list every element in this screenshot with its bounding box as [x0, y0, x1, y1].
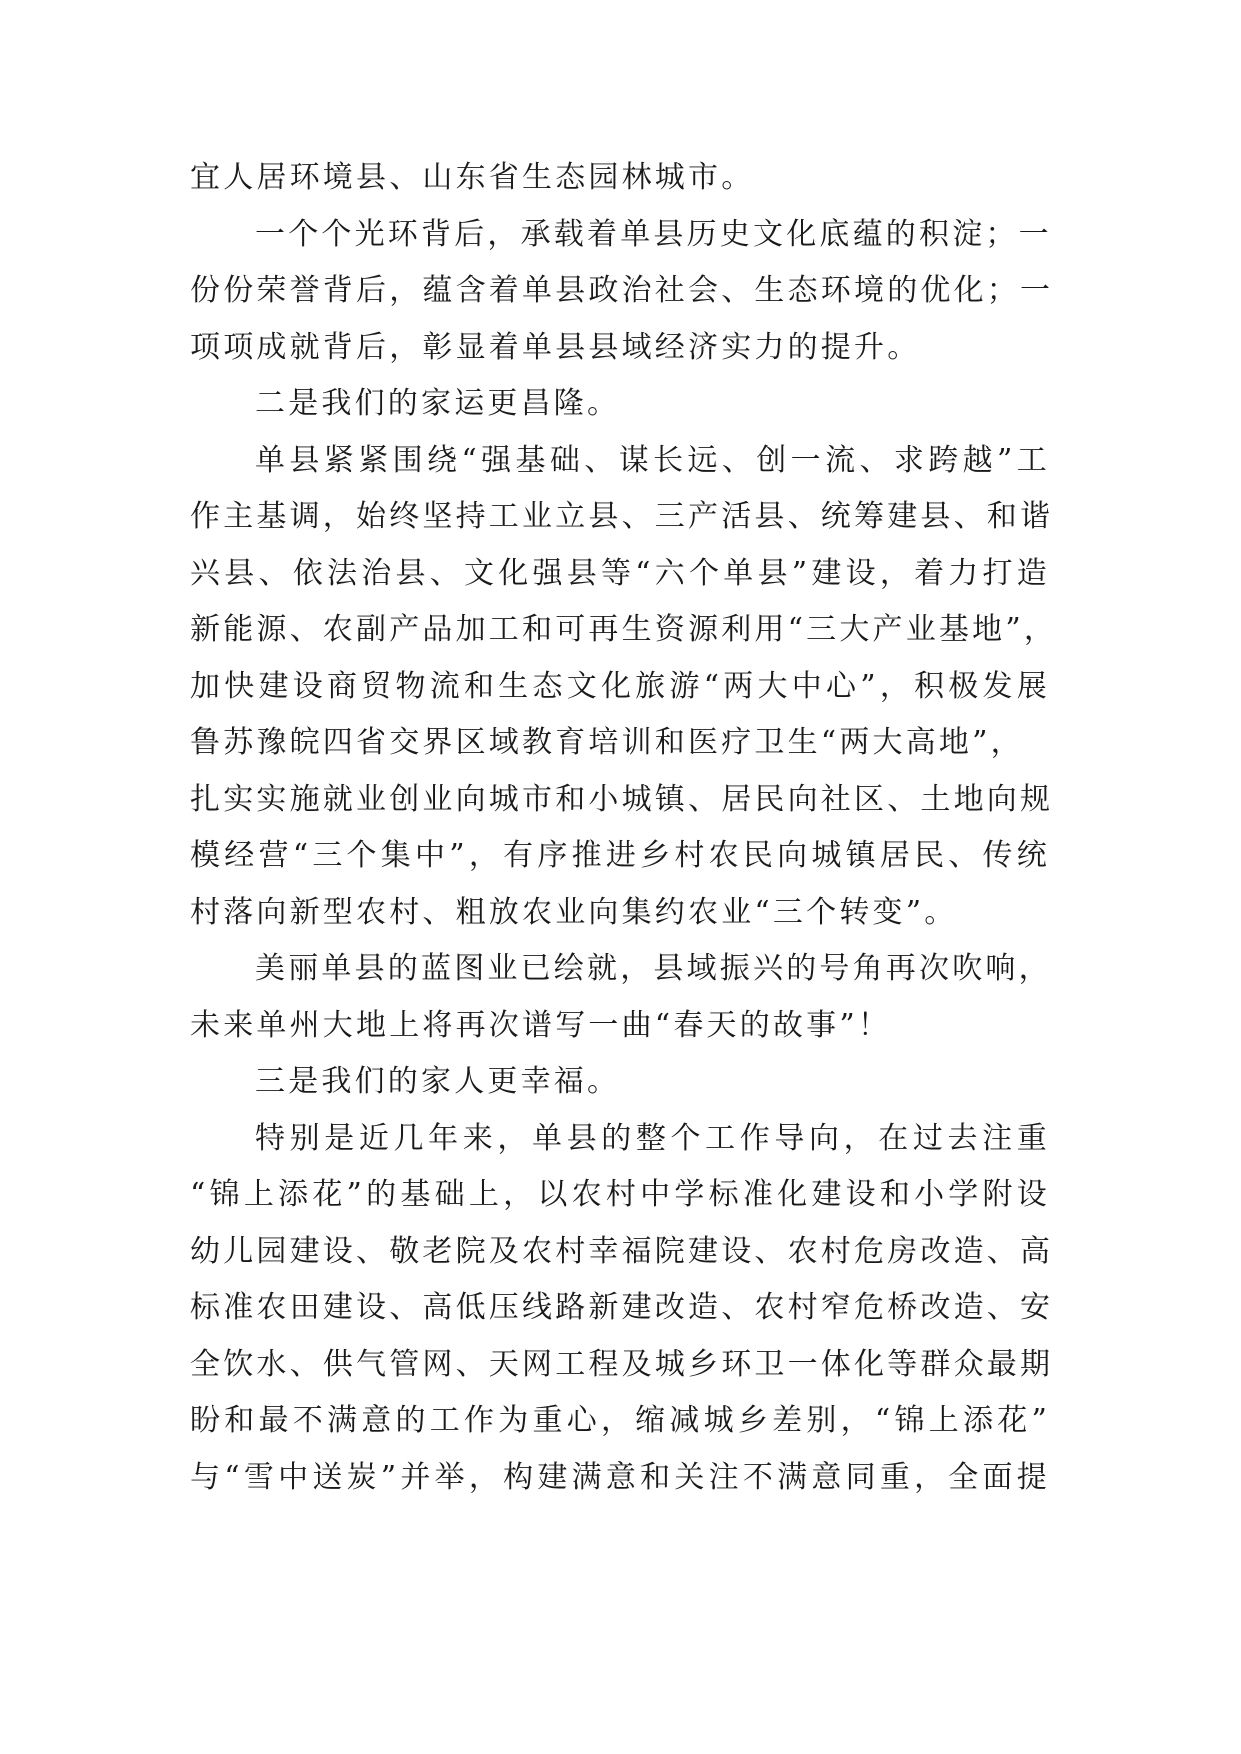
text-line: 作主基调，始终坚持工业立县、三产活县、统筹建县、和谐	[190, 499, 1054, 534]
text-line: 宜人居环境县、山东省生态园林城市。	[190, 160, 755, 195]
text-line: 美丽单县的蓝图业已绘就，县域振兴的号角再次吹响，	[255, 951, 1052, 986]
section-heading: 三是我们的家人更幸福。	[255, 1064, 621, 1099]
text-line: 新能源、农副产品加工和可再生资源利用“三大产业基地”，	[190, 612, 1058, 647]
text-line: 鲁苏豫皖四省交界区域教育培训和医疗卫生“两大高地”，	[190, 725, 1024, 760]
text-line: 份份荣誉背后，蕴含着单县政治社会、生态环境的优化；一	[190, 273, 1054, 308]
text-line: 盼和最不满意的工作为重心，缩减城乡差别，“锦上添花”	[190, 1403, 1050, 1438]
text-line: 模经营“三个集中”，有序推进乡村农民向城镇居民、传统	[190, 838, 1050, 873]
text-line: 项项成就背后，彰显着单县县域经济实力的提升。	[190, 329, 921, 365]
document-body	[190, 150, 1058, 1506]
text-line: 幼儿园建设、敬老院及农村幸福院建设、农村危房改造、高	[190, 1233, 1054, 1269]
text-line: 单县紧紧围绕“强基础、谋长远、创一流、求跨越”工	[255, 442, 1050, 478]
text-line: “锦上添花”的基础上，以农村中学标准化建设和小学附设	[190, 1177, 1050, 1212]
text-line: 未来单州大地上将再次谱写一曲“春天的故事”！	[190, 1007, 892, 1043]
text-line: 与“雪中送炭”并举，构建满意和关注不满意同重，全面提	[190, 1459, 1050, 1495]
section-heading: 二是我们的家运更昌隆。	[255, 386, 621, 421]
text-line: 标准农田建设、高低压线路新建改造、农村窄危桥改造、安	[190, 1290, 1054, 1325]
text-line: 一个个光环背后，承载着单县历史文化底蕴的积淀；一	[255, 216, 1052, 252]
text-line: 村落向新型农村、粗放农业向集约农业“三个转变”。	[190, 894, 958, 930]
text-line: 加快建设商贸物流和生态文化旅游“两大中心”，积极发展	[190, 668, 1050, 704]
text-line: 扎实实施就业创业向城市和小城镇、居民向社区、土地向规	[190, 781, 1054, 817]
text-line: 兴县、依法治县、文化强县等“六个单县”建设，着力打造	[190, 555, 1050, 591]
text-line: 全饮水、供气管网、天网工程及城乡环卫一体化等群众最期	[190, 1346, 1054, 1382]
text-line: 特别是近几年来，单县的整个工作导向，在过去注重	[255, 1120, 1050, 1156]
